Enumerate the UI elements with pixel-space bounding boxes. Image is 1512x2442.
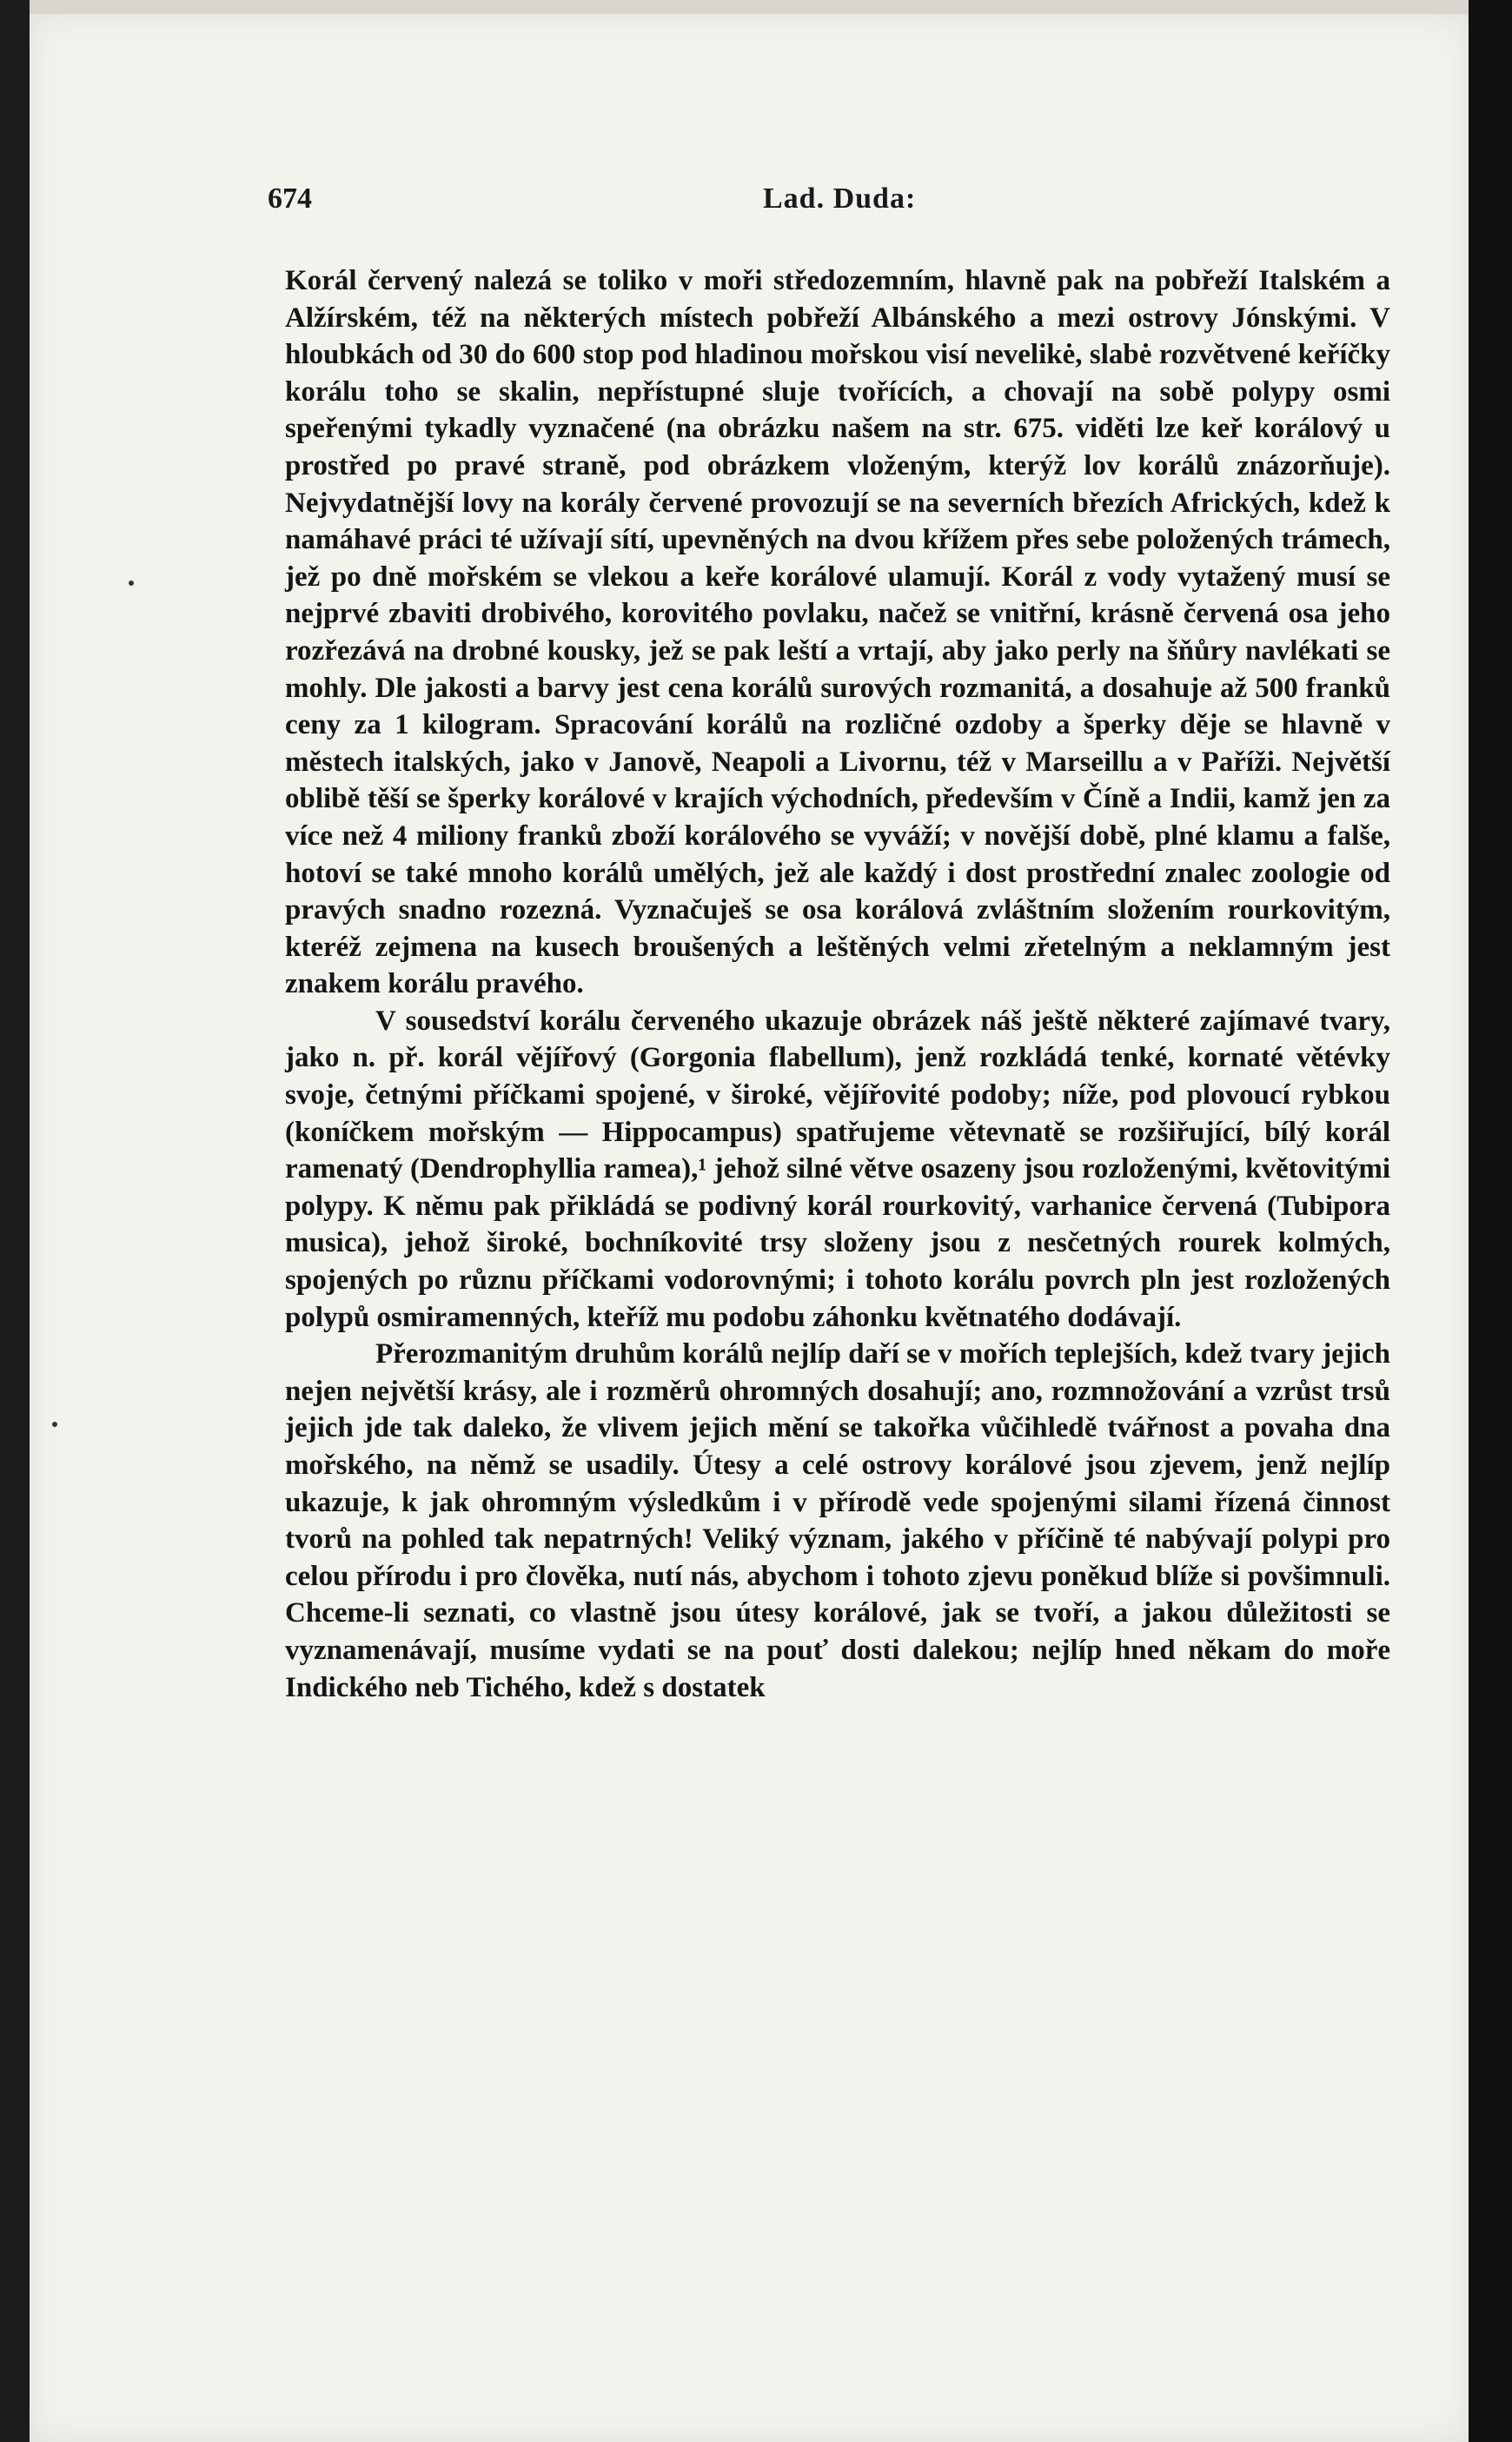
page-header <box>268 182 1373 226</box>
paragraph: Přerozmanitým druhům korálů nejlíp daří se v mořích teplejších, kdež tvary jejich nejen největší krásy, ale i rozměrů ohromných dosahují; ano, rozmnožování a vzrůst trsů jejich jde tak daleko, že vlivem jejich mění se takořka vůčihledě tvářnost a povaha dna mořského, na němž se usadily. Útesy a celé ostrovy korálové jsou zjevem, jenž nejlíp ukazuje, k jak ohromným výsledkům i v přírodě vede spojenými silami řízená činnost tvorů na pohled tak nepatrných! Veliký význam, jakého v příčině té nabývají polypi pro celou přírodu i pro člověka, nutí nás, abychom i tohoto zjevu poněkud blíže si povšimnuli. Chceme-li seznati, co vlastně jsou útesy korálové, jak se tvoří, a jakou důležitosti se vyznamenávají, musíme vydati se na pouť dosti dalekou; nejlíp hned někam do moře Indického neb Tichého, kdež s dostatek <box>285 1338 1390 1703</box>
paragraph: Korál červený nalezá se toliko v moři středozemním, hlavně pak na pobřeží Italském a Alžírském, též na některých místech pobřeží Albánského a mezi ostrovy Jónskými. V hloubkách od 30 do 600 stop pod hladinou mořskou visí nevelikė, slabė rozvětvené keříčky korálu toho se skalin, nepřístupné sluje tvořících, a chovají na sobě polypy osmi speřenými tykadly vyznačené (na obrázku našem na str. 675. viděti lze keř korálový u prostřed po pravé straně, pod obrázkem vloženým, kterýž lov korálů znázorňuje). Nejvydatnější lovy na korály červené provozují se na severních březích Afrických, kdež k namáhavé práci té užívají sítí, upevněných na dvou křížem přes sebe položených trámech, jež po dně mořském se vlekou a keře korálové ulamují. Korál z vody vytažený musí se nejprvé zbaviti drobivého, korovitého povlaku, načež se vnitřní, krásně červená osa jeho rozřezává na drobné kousky, jež se pak leští a vrtají, aby jako perly na šňůry navlékati se mohly. Dle jakosti a barvy jest cena korálů surových rozmanitá, a dosahuje až 500 franků ceny za 1 kilogram. Spracování korálů na rozličné ozdoby a šperky děje se hlavně v městech italských, jako v Janově, Neapoli a Livornu, též v Marseillu a v Paříži. Největší oblibě těší se šperky korálové v krajích východních, především v Číně a Indii, kamž jen za více než 4 miliony franků zboží korálového se vyváží; v novější době, plné klamu a falše, hotoví se také mnoho korálů umělých, jež ale každý i dost prostřední znalec zoologie od pravých snadno rozezná. Vyznačuješ se osa korálová zvláštním složením rourkovitým, kteréž zejmena na kusech broušených a leštěných velmi zřetelným a neklamným jest znakem korálu pravého. <box>285 265 1390 1000</box>
page-number: 674 <box>268 182 312 215</box>
body-text <box>285 262 1390 1706</box>
scan-right-edge <box>1469 0 1512 2442</box>
margin-speck <box>129 581 134 586</box>
paragraph: V sousedství korálu červeného ukazuje obrázek náš ještě některé zajímavé tvary, jako n. př. korál vějířový (Gorgonia flabellum), jenž rozkládá tenké, kornaté větévky svoje, četnými příčkami spojené, v široké, vějířovité podoby; níže, pod plovoucí rybkou (koníčkem mořským — Hippocampus) spatřujeme větevnatě se rozšiřující, bílý korál ramenatý (Dendrophyllia ramea),¹ jehož silné větve osazeny jsou rozloženými, květovitými polypy. K němu pak přikládá se podivný korál rourkovitý, varhanice červená (Tubipora musica), jehož široké, bochníkovité trsy složeny jsou z nesčetných rourek kolmých, spojených po různu příčkami vodorovnými; i tohoto korálu povrch pln jest rozložených polypů osmiramenných, kteříž mu podobu záhonku květnatého dodávají. <box>285 1005 1390 1333</box>
page-top-edge <box>30 0 1469 14</box>
running-head: Lad. Duda: <box>763 182 917 215</box>
margin-speck <box>52 1422 57 1427</box>
